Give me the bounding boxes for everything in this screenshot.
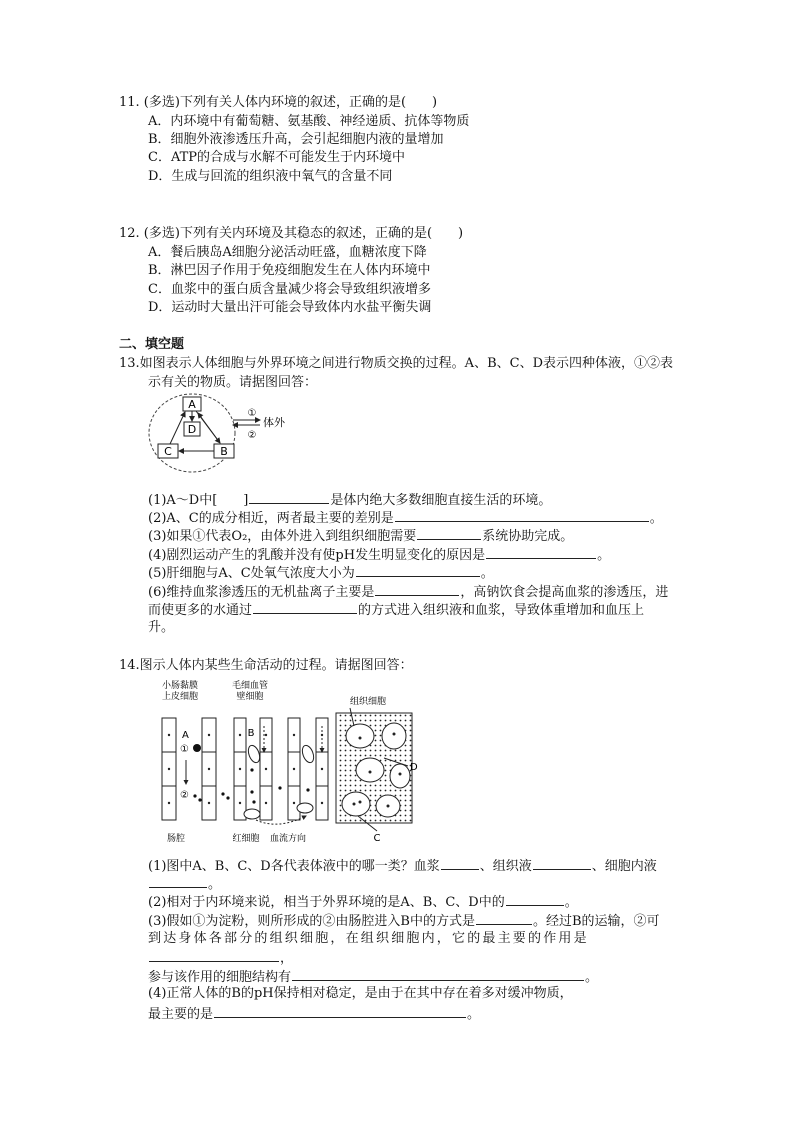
q12-option-c: C．血浆中的蛋白质含量减少将会导致组织液增多 (148, 282, 431, 297)
q14-part1-line2 (148, 874, 221, 893)
q14-fig-intestine-label2: 上皮细胞 (161, 692, 199, 702)
q14-part3-prefix: (3)假如①为淀粉，则所形成的②由肠腔进入B中的方式是 (148, 914, 475, 929)
q13-part3-prefix: (3)如果①代表O₂，由体外进入到组织细胞需要 (148, 529, 417, 544)
q14-part4-line1: (4)正常人体的B的pH保持相对稳定，是由于在其中存在着多对缓冲物质， (148, 986, 573, 1001)
q14-fig-mark-2: ② (180, 790, 189, 801)
q14-part2-blank[interactable] (506, 892, 564, 906)
q13-part6-line2-suffix: 的方式进入组织液和血浆，导致体重增加和血压上 (358, 603, 645, 618)
q14-part4-line2 (148, 1004, 480, 1023)
q14-fig-capillary-label1: 毛细血管 (231, 681, 269, 691)
q13-part5-suffix: 。 (480, 566, 494, 581)
q11-option-c: C．ATP的合成与水解不可能发生于内环境中 (148, 150, 406, 165)
q13-part6-line1 (148, 582, 668, 601)
q11-option-d: D．生成与回流的组织液中氧气的含量不同 (148, 169, 393, 184)
q13-part3-blank[interactable] (417, 526, 481, 540)
q11-option-a: A．内环境中有葡萄糖、氨基酸、神经递质、抗体等物质 (148, 114, 470, 129)
q14-part4-end: 。 (467, 1007, 481, 1022)
q13-part6-line2 (148, 600, 644, 619)
q14-part1-blank-tissue[interactable] (533, 856, 591, 870)
q13-part6-prefix: (6)维持血浆渗透压的无机盐离子主要是 (148, 585, 375, 600)
q14-part4-prefix: 最主要的是 (148, 1007, 214, 1022)
q11-stem: 11. (多选)下列有关人体内环境的叙述，正确的是( ) (119, 95, 438, 110)
q14-part2-prefix: (2)相对于内环境来说，相当于外界环境的是A、B、C、D中的 (148, 895, 505, 910)
q14-exchange-diagram (148, 678, 418, 848)
q14-part3-line4 (148, 967, 598, 986)
q14-part3-comma: ， (280, 951, 294, 966)
q14-part1-end: 。 (208, 877, 222, 892)
q13-part4 (148, 545, 610, 564)
q14-fig-label-d: D (410, 762, 418, 773)
q13-part3 (148, 526, 573, 545)
q14-fig-capillary-label2: 壁细胞 (236, 692, 264, 702)
q13-part3-suffix: 系统协助完成。 (482, 529, 574, 544)
q13-part6-line3: 升。 (148, 620, 175, 635)
q13-part5-blank[interactable] (356, 563, 480, 577)
q13-fig-label-c: C (164, 445, 172, 458)
q12-option-b: B．淋巴因子作用于免疫细胞发生在人体内环境中 (148, 263, 431, 278)
q14-part3-end: 。 (585, 970, 599, 985)
q14-part1-blank-plasma[interactable] (441, 856, 479, 870)
q13-part1-suffix: 是体内绝大多数细胞直接生活的环境。 (330, 493, 552, 508)
q12-stem: 12. (多选)下列有关内环境及其稳态的叙述，正确的是( ) (119, 226, 464, 241)
q13-part2 (148, 508, 663, 527)
q14-part3-blank2[interactable] (149, 948, 279, 962)
q14-part4-blank[interactable] (214, 1004, 466, 1018)
q14-fig-tissue-label: 组织细胞 (349, 697, 387, 707)
q13-stem-line2: 示有关的物质。请据图回答： (148, 375, 318, 390)
q13-part6-line2-prefix: 而使更多的水通过 (148, 603, 253, 618)
q13-fig-label-b: B (220, 445, 228, 458)
q14-part1-prefix: (1)图中A、B、C、D各代表体液中的哪一类？血浆 (148, 859, 440, 874)
q14-fig-mark-1: ① (180, 744, 189, 755)
q14-part3-blank1[interactable] (476, 911, 532, 925)
q13-part6-blank2[interactable] (253, 600, 357, 614)
q14-part2-suffix: 。 (564, 895, 578, 910)
q13-part2-blank[interactable] (395, 508, 649, 522)
q13-part1 (148, 490, 551, 509)
q14-fig-label-a: A (182, 730, 189, 741)
q14-part2 (148, 892, 578, 911)
q11-option-b: B．细胞外液渗透压升高，会引起细胞内液的量增加 (148, 132, 444, 147)
q13-part6-blank1[interactable] (375, 582, 459, 596)
q13-fig-outside: 体外 (263, 416, 285, 429)
q14-part3-line1 (148, 911, 660, 930)
q13-body-fluid-diagram (148, 392, 285, 474)
q13-part2-prefix: (2)A、C的成分相近，两者最主要的差别是 (148, 511, 394, 526)
q14-part1-mid2: 、细胞内液 (591, 859, 657, 874)
q14-fig-label-b: B (247, 728, 255, 739)
q13-stem-line1: 13.如图表示人体细胞与外界环境之间进行物质交换的过程。A、B、C、D表示四种体液，①②表 (119, 356, 673, 371)
q14-part1-line1 (148, 856, 657, 875)
q14-part3-line3 (148, 948, 293, 967)
q14-part1-blank-intracellular[interactable] (149, 874, 207, 888)
q13-part1-blank[interactable] (249, 490, 329, 504)
q14-fig-flow-label: 血流方向 (269, 834, 307, 844)
q14-fig-rbc-label: 红细胞 (232, 834, 260, 844)
q13-part4-suffix: 。 (597, 548, 611, 563)
q13-part1-prefix: (1)A～D中[ ] (148, 493, 249, 508)
q12-option-a: A．餐后胰岛A细胞分泌活动旺盛，血糖浓度下降 (148, 245, 427, 260)
section-title: 二、填空题 (119, 337, 185, 352)
q14-fig-intestine-label1: 小肠黏膜 (161, 681, 199, 691)
q13-part2-suffix: 。 (649, 511, 663, 526)
q13-part4-prefix: (4)剧烈运动产生的乳酸并没有使pH发生明显变化的原因是 (148, 548, 486, 563)
q12-option-d: D．运动时大量出汗可能会导致体内水盐平衡失调 (148, 300, 432, 315)
q13-fig-label-d: D (187, 423, 197, 436)
q13-part5 (148, 563, 494, 582)
q14-part3-blank3[interactable] (292, 967, 584, 981)
q13-fig-label-a: A (188, 398, 196, 411)
q13-part5-prefix: (5)肝细胞与A、C处氧气浓度大小为 (148, 566, 355, 581)
q13-fig-mark-2: ② (247, 430, 257, 441)
q14-fig-lumen-label: 肠腔 (166, 834, 186, 844)
q14-part3-structures: 参与该作用的细胞结构有 (148, 970, 292, 985)
q14-part3-mid: 。经过B的运输，②可 (532, 914, 660, 929)
q13-fig-mark-1: ① (247, 408, 257, 419)
q13-part4-blank[interactable] (486, 545, 596, 559)
q14-stem: 14.图示人体内某些生命活动的过程。请据图回答： (119, 658, 413, 673)
q14-part1-mid1: 、组织液 (479, 859, 532, 874)
q14-fig-label-c: C (373, 833, 381, 844)
q13-part6-mid: ，高钠饮食会提高血浆的渗透压，进 (460, 585, 669, 600)
q14-part3-line2: 到达身体各部分的组织细胞，在组织细胞内，它的最主要的作用是 (148, 931, 589, 946)
